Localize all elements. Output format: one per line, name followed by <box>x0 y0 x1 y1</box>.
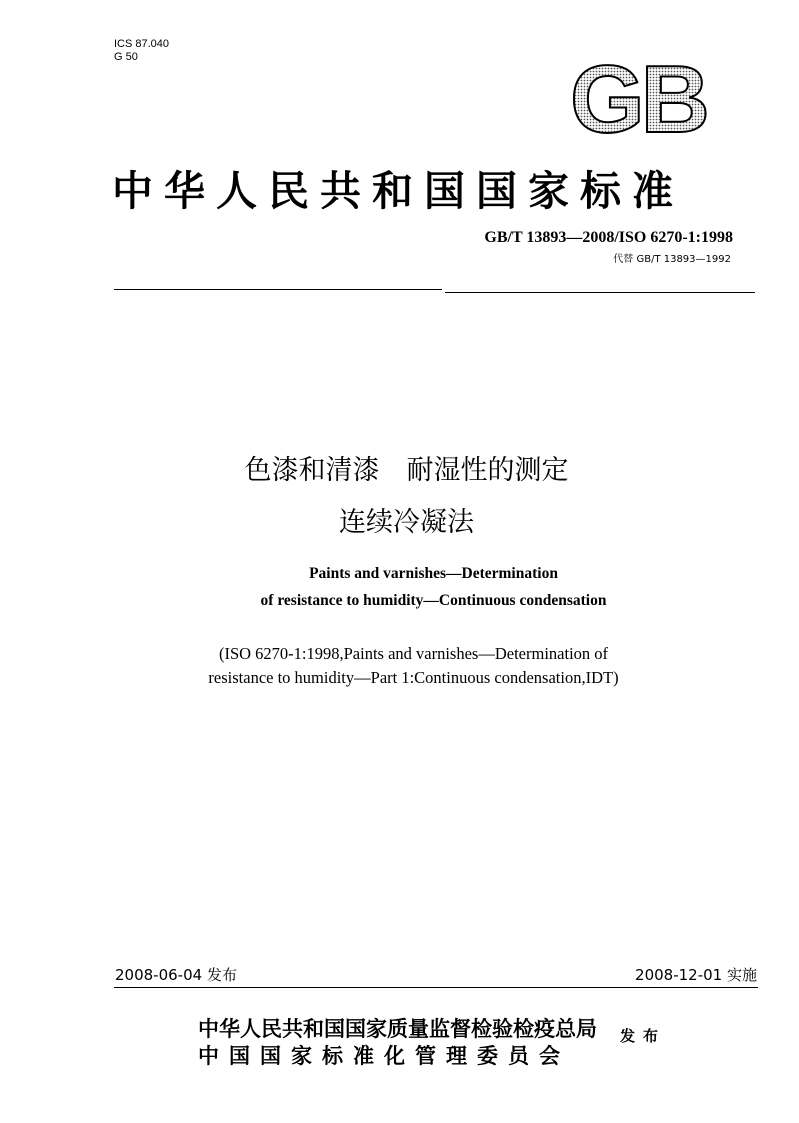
publish-label: 发布 <box>620 1027 667 1045</box>
gb-logo <box>556 58 720 140</box>
ics-code: ICS 87.040 <box>114 38 170 50</box>
issuer-line2: 中国国家标准化管理委员会 <box>198 1044 570 1068</box>
iso-reference-line2: resistance to humidity—Part 1:Continuous condensation,IDT) <box>208 668 619 687</box>
title-en-line2: of resistance to humidity—Continuous condensation <box>260 592 607 609</box>
footer-rule <box>114 987 758 988</box>
header-rule-left <box>114 289 442 290</box>
replaces-note: 代替 GB/T 13893—1992 <box>613 254 731 265</box>
iso-reference-line1: (ISO 6270-1:1998,Paints and varnishes—Determination of <box>218 644 609 663</box>
gb-logo-text: GB <box>570 58 706 140</box>
national-standard-heading: 中华人民共和国国家标准 <box>112 167 684 215</box>
header-rule-right <box>445 292 755 293</box>
issue-date: 2008-06-04 发布 <box>115 966 237 984</box>
title-cn-line1: 色漆和清漆 耐湿性的测定 <box>244 455 569 486</box>
issuer-line1: 中华人民共和国国家质量监督检验检疫总局 <box>198 1017 597 1041</box>
implementation-date: 2008-12-01 实施 <box>635 966 757 984</box>
ccs-code: G 50 <box>114 51 138 63</box>
standard-number: GB/T 13893—2008/ISO 6270-1:1998 <box>484 229 733 246</box>
classification-codes <box>114 38 169 64</box>
title-cn-line2: 连续冷凝法 <box>339 507 474 538</box>
title-en-line1: Paints and varnishes—Determination <box>309 565 558 582</box>
